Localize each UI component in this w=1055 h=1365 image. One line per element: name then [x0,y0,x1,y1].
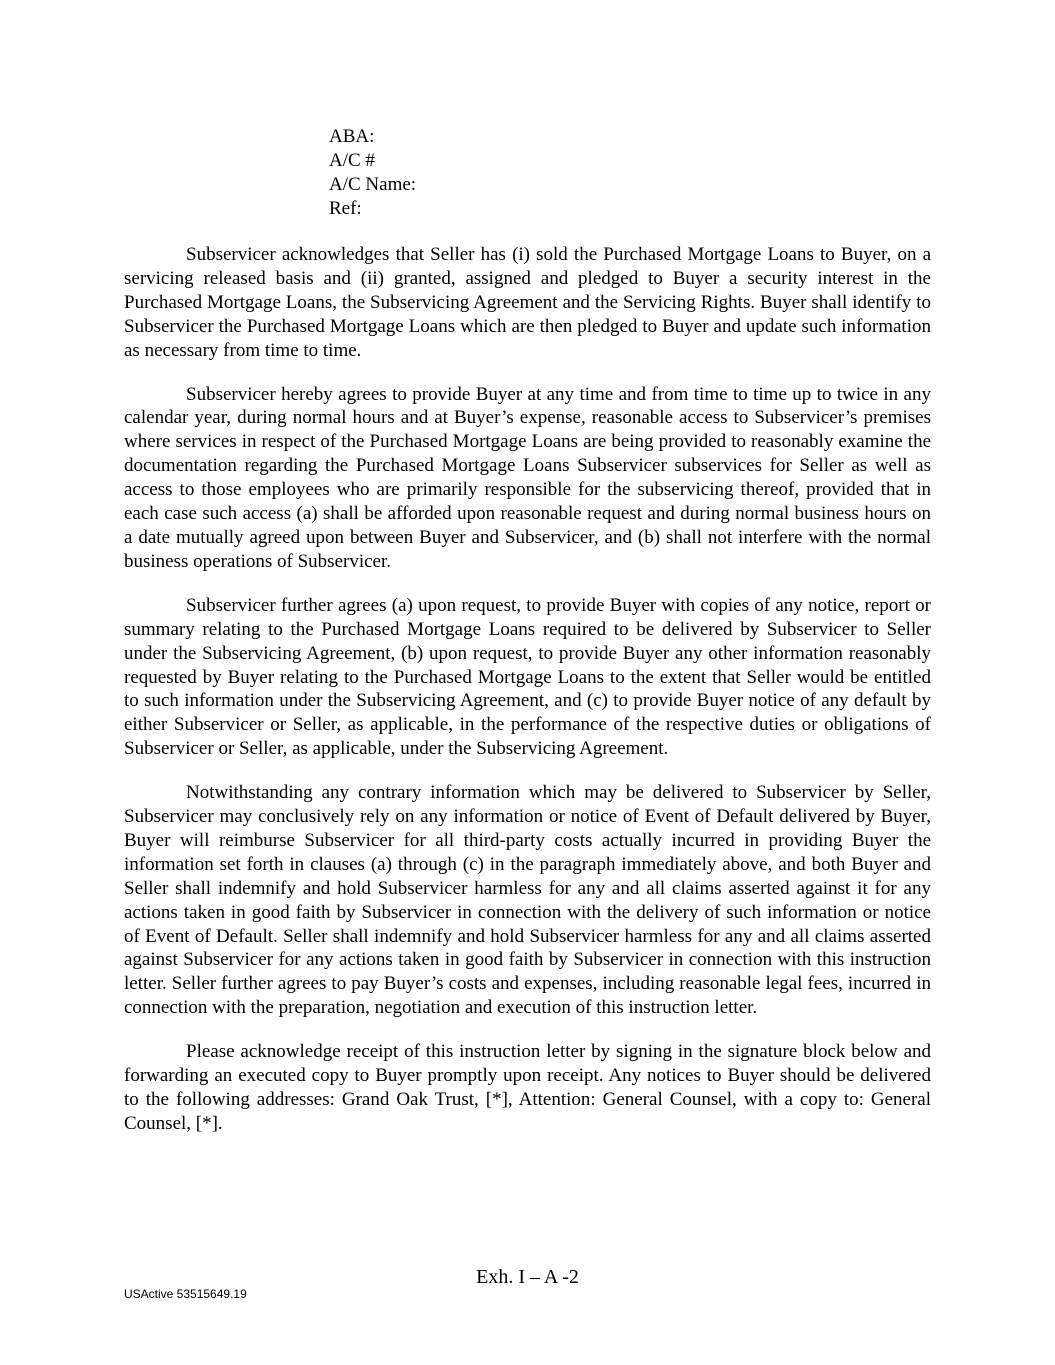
reference-label: Ref: [329,198,362,219]
wire-instructions-block [329,125,416,221]
paragraph-information: Subservicer further agrees (a) upon request, to provide Buyer with copies of any notice, report or summary relating to the Purchased Mortgage Loans required to be delivered by Subservicer to Seller under the Subservicing Agreement, (b) upon request, to provide Buyer any other information reasonably requested by Buyer relating to the Purchased Mortgage Loans to the extent that Seller would be entitled to such information under the Subservicing Agreement, and (c) to provide Buyer notice of any default by either Subservicer or Seller, as applicable, in the performance of the respective duties or obligations of Subservicer or Seller, as applicable, under the Subservicing Agreement. [124,594,931,760]
page-number: Exh. I – A -2 [476,1266,579,1288]
paragraph-receipt-notice: Please acknowledge receipt of this instruction letter by signing in the signature block below and forwarding an executed copy to Buyer promptly upon receipt. Any notices to Buyer should be delivered to the following addresses: Grand Oak Trust, [*], Attention: General Counsel, with a copy to: General Counsel, [*]. [124,1041,931,1134]
paragraph-acknowledgement: Subservicer acknowledges that Seller has (i) sold the Purchased Mortgage Loans to Buyer, on a servicing released basis and (ii) granted, assigned and pledged to Buyer a security interest in the Purchased Mortgage Loans, the Subservicing Agreement and the Servicing Rights. Buyer shall identify to Subservicer the Purchased Mortgage Loans which are then pledged to Buyer and update such information as necessary from time to time. [124,244,931,361]
account-number-label: A/C # [329,150,375,171]
letter-body [124,243,931,1136]
document-id: USActive 53515649.19 [124,1287,247,1301]
aba-label: ABA: [329,126,375,147]
paragraph-indemnification: Notwithstanding any contrary information which may be delivered to Subservicer by Seller, Subservicer may conclusively rely on any information or notice of Event of Default delivered by Buyer, Buyer will reimburse Subservicer for all third-party costs actually incurred in providing Buyer the information set forth in clauses (a) through (c) in the paragraph immediately above, and both Buyer and Seller shall indemnify and hold Subservicer harmless for any and all claims asserted against it for any actions taken in good faith by Subservicer in connection with the delivery of such information or notice of Event of Default. Seller shall indemnify and hold Subservicer harmless for any and all claims asserted against Subservicer for any actions taken in good faith by Subservicer in connection with this instruction letter. Seller further agrees to pay Buyer’s costs and expenses, including reasonable legal fees, incurred in connection with the preparation, negotiation and execution of this instruction letter. [124,782,931,1019]
account-name-label: A/C Name: [329,174,417,195]
paragraph-access: Subservicer hereby agrees to provide Buyer at any time and from time to time up to twice in any calendar year, during normal hours and at Buyer’s expense, reasonable access to Subservicer’s premises where services in respect of the Purchased Mortgage Loans are being provided to reasonably examine the documentation regarding the Purchased Mortgage Loans Subservicer subservices for Seller as well as access to those employees who are primarily responsible for the subservicing thereof, provided that in each case such access (a) shall be afforded upon reasonable request and during normal business hours on a date mutually agreed upon between Buyer and Subservicer, and (b) shall not interfere with the normal business operations of Subservicer. [124,383,931,572]
